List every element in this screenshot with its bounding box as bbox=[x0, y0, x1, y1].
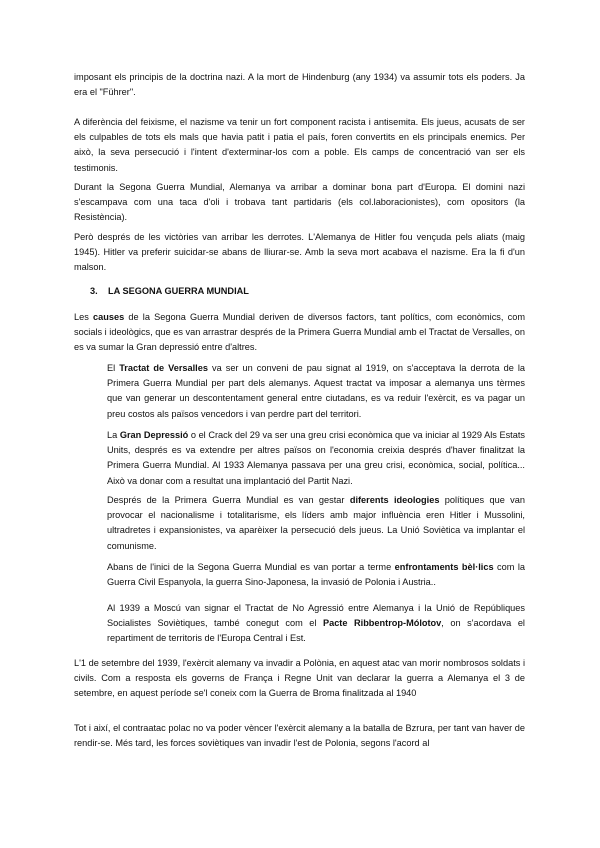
paragraph-conflicts: Abans de l'inici de la Segona Guerra Mundial es van portar a terme enfrontaments bèl·lics com la Guerra Civil Espanyola, la guerra Sino-Japonesa, la invasió de Polonia i Austria.. bbox=[107, 562, 525, 588]
ideologies-bold: diferents ideologies bbox=[349, 495, 440, 505]
versalles-bold: Tractat de Versalles bbox=[119, 363, 208, 373]
paragraph-pact: Al 1939 a Moscú van signar el Tractat de No Agressió entre Alemanya i la Unió de Repúbliques Socialistes Soviètiques, també conegut com el Pacte Ribbentrop-Mólotov, on s'acordava el repartiment de territoris de l'Europa Central i Est. bbox=[107, 603, 525, 644]
paragraph-bzura: Tot i així, el contraatac polac no va poder vèncer l'exèrcit alemany a la batalla de Bzrura, per tant van haver de rendir-se. Més tard, les forces soviètiques van invadir l'est de Polonia, segons l'acord al bbox=[74, 723, 525, 749]
paragraph-domination: Durant la Segona Guerra Mundial, Alemanya va arribar a dominar bona part d'Europa. El domini nazi s'escampava com una taca d'oli i trobava tant partidaris (els col.laboracionistes), com opositors (la Resistència). bbox=[74, 182, 525, 223]
paragraph-invasion: L'1 de setembre del 1939, l'exèrcit alemany va invadir a Polònia, en aquest atac van morir nombrosos soldats i civils. Com a resposta els governs de França i Regne Unit van declarar la guerra a Alemanya el 3 de setembre, en aquest període se'l coneix com la Guerra de Broma finalitzada al 1940 bbox=[74, 658, 525, 699]
section-heading bbox=[90, 284, 249, 299]
section-number: 3. bbox=[90, 286, 98, 296]
paragraph-racism: A diferència del feixisme, el nazisme va tenir un fort component racista i antisemita. Els jueus, acusats de ser els culpables de tots els mals que havia patit i patia el país, foren convertits en els principals enemics. Per això, la seva persecució i l'intent d'exterminar-los com a poble. Els camps de concentració van ser els testimonis. bbox=[74, 117, 525, 173]
depression-bold: Gran Depressió bbox=[119, 430, 189, 440]
paragraph-ideologies: Després de la Primera Guerra Mundial es van gestar diferents ideologies polítiques que van provocar el nacionalisme i totalitarisme, els líders amb major influència eren Hitler i Mussolini, ultradretes i expansionistes, va aparèixer la persecució dels jueus. La Unió Soviètica va implantar el comunisme. bbox=[107, 495, 525, 551]
paragraph-defeat: Però després de les victòries van arribar les derrotes. L'Alemanya de Hitler fou vençuda pels aliats (maig 1945). Hitler va preferir suicidar-se abans de lliurar-se. Amb la seva mort acabava el nazisme. Era la fi d'un malson. bbox=[74, 232, 525, 273]
paragraph-causes: Les causes de la Segona Guerra Mundial deriven de diversos factors, tant polítics, com econòmics, com socials i ideològics, que es van arrastrar després de la Primera Guerra Mundial amb el Tractat de Versalles, on es va sumar la Gran depressió entre d'altres. bbox=[74, 312, 526, 353]
conflicts-bold: enfrontaments bèl·lics bbox=[394, 562, 494, 572]
paragraph-versalles: El Tractat de Versalles va ser un conveni de pau signat al 1919, on s'acceptava la derrota de la Primera Guerra Mundial per part dels alemanys. Aquest tractat va imposar a alemanya uns tèrmes que van generar un descontentament general entre ciutadans, es va reduir l'exèrcit, es va pagar un preu costos als països vencedors i van perdre part del territori. bbox=[107, 363, 525, 419]
paragraph-hitler-powers: imposant els principis de la doctrina nazi. A la mort de Hindenburg (any 1934) va assumir tots els poders. Ja era el "Führer". bbox=[74, 72, 525, 98]
section-title: LA SEGONA GUERRA MUNDIAL bbox=[108, 286, 249, 296]
causes-bold: causes bbox=[93, 312, 125, 322]
paragraph-depression: La Gran Depressió o el Crack del 29 va ser una greu crisi econòmica que va iniciar al 1929 Als Estats Units, després es va extendre per altres països on l'economia creixia després d'haver finalitzat la Primera Guerra Mundial. Al 1933 Alemanya passava per una greu crisi, econòmica, social, política... Això va donar com a resultat una implantació del Partit Nazi. bbox=[107, 430, 525, 486]
pact-bold: Pacte Ribbentrop-Mólotov bbox=[322, 618, 442, 629]
